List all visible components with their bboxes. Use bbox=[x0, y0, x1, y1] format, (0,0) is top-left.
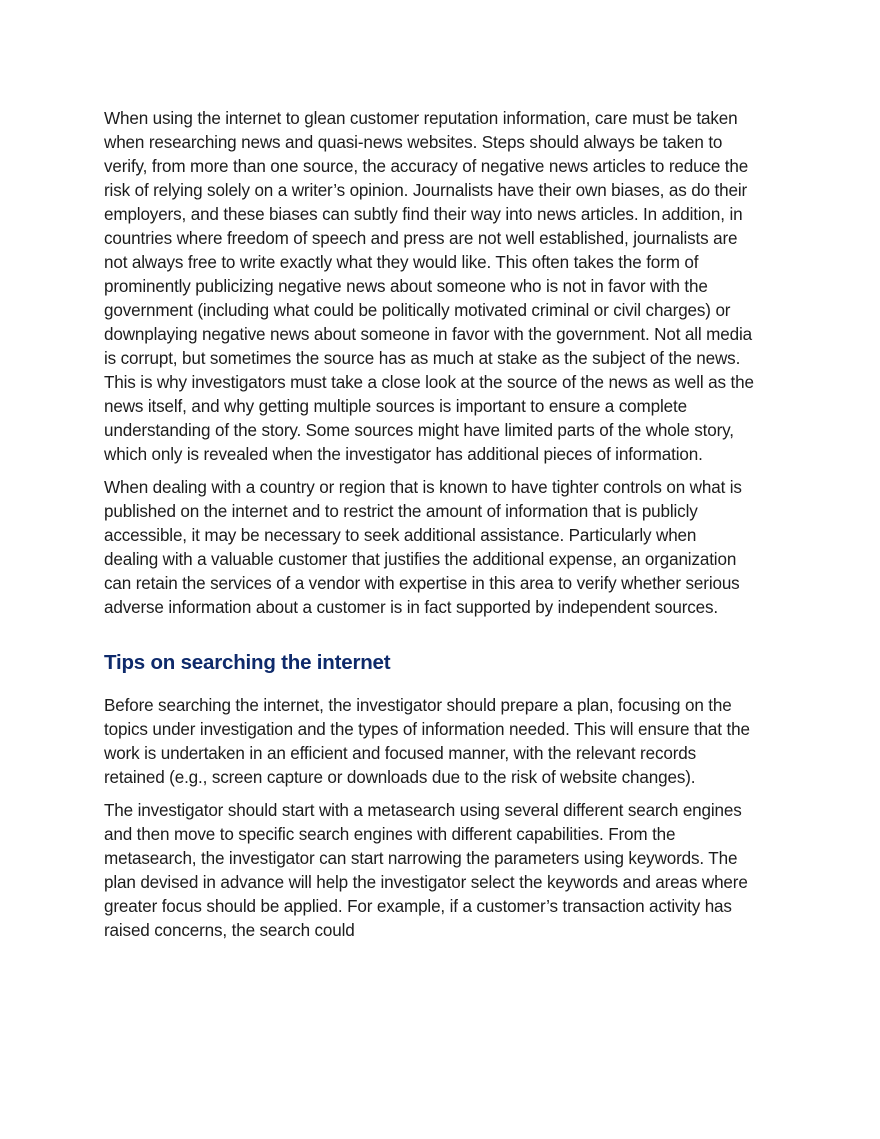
paragraph-metasearch: The investigator should start with a metasearch using several different search engines and then move to specific search engines with different capabilities. From the metasearch, the investigator can start narrowing the parameters using keywords. The plan devised in advance will help the investigator select the keywords and areas where greater focus should be applied. For example, if a customer’s transaction activity has raised concerns, the search could bbox=[104, 801, 748, 940]
document-page bbox=[104, 107, 754, 952]
paragraph-search-plan: Before searching the internet, the investigator should prepare a plan, focusing on the topics under investigation and the types of information needed. This will ensure that the work is undertaken in an efficient and focused manner, with the relevant records retained (e.g., screen capture or downloads due to the risk of website changes). bbox=[104, 696, 750, 787]
section-heading: Tips on searching the internet bbox=[104, 651, 391, 674]
paragraph-news-verification: When using the internet to glean customer reputation information, care must be taken when researching news and quasi-news websites. Steps should always be taken to verify, from more than one source, the accuracy of negative news articles to reduce the risk of relying solely on a writer’s opinion. Journalists have their own biases, as do their employers, and these biases can subtly find their way into news articles. In addition, in countries where freedom of speech and press are not well established, journalists are not always free to write exactly what they would like. This often takes the form of prominently publicizing negative news about someone who is not in favor with the government (including what could be politically motivated criminal or civil charges) or downplaying negative news about someone in favor with the government. Not all media is corrupt, but sometimes the source has as much at stake as the subject of the news. This is why investigators must take a close look at the source of the news as well as the news itself, and why getting multiple sources is important to ensure a complete understanding of the story. Some sources might have limited parts of the whole story, which only is revealed when the investigator has additional pieces of information. bbox=[104, 109, 754, 464]
paragraph-restricted-regions: When dealing with a country or region that is known to have tighter controls on what is published on the internet and to restrict the amount of information that is publicly accessible, it may be necessary to seek additional assistance. Particularly when dealing with a valuable customer that justifies the additional expense, an organization can retain the services of a vendor with expertise in this area to verify whether serious adverse information about a customer is in fact supported by independent sources. bbox=[104, 478, 742, 617]
